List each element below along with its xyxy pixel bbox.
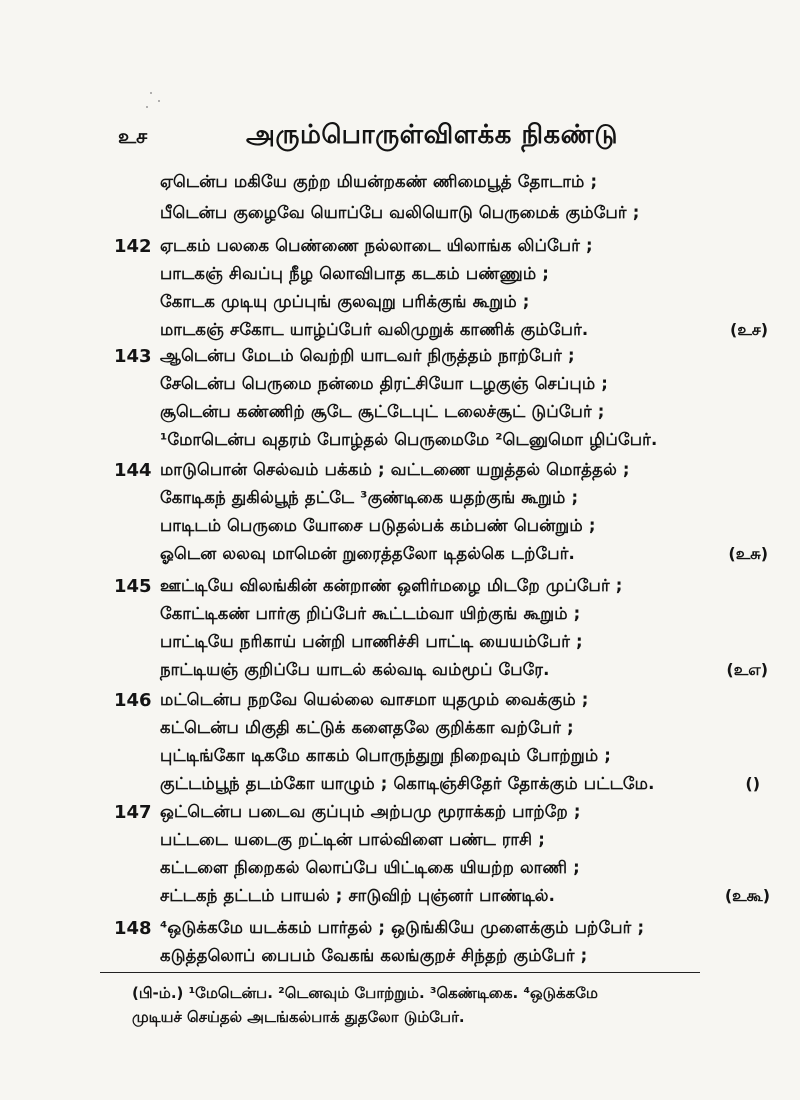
verse-line: பீடென்ப குழைவே யொப்பே வலியொடு பெருமைக் கும்பேர் ; [160, 203, 640, 222]
verse-number: 146 [114, 690, 152, 711]
verse-marker: (உஎ) [726, 660, 768, 679]
verse-line: மாடுபொன் செல்வம் பக்கம் ; வட்டணை யறுத்தல் மொத்தல் ; [160, 460, 630, 479]
paper-speck [158, 100, 160, 102]
page-number: உச [118, 124, 148, 148]
verse-number: 148 [114, 918, 152, 939]
verse-line: கோடக முடியு முப்புங் குலவுறு பரிக்குங் கூறும் ; [160, 292, 530, 311]
verse-marker: () [745, 774, 760, 793]
verse-marker: (உசு) [728, 544, 768, 563]
page-title: அரும்பொருள்விளக்க நிகண்டு [246, 120, 618, 150]
verse-line: ஊட்டியே விலங்கின் கன்றாண் ஒளிர்மழை மிடறே முப்பேர் ; [160, 576, 623, 595]
verse-line: கோட்டிகண் பார்கு றிப்பேர் கூட்டம்வா யிற்குங் கூறும் ; [160, 604, 581, 623]
verse-line: ஆடென்ப மேடம் வெற்றி யாடவர் நிருத்தம் நாற்பேர் ; [160, 346, 575, 365]
verse-line: ஏடென்ப மகியே குற்ற மியன்றகண் ணிமைபூத் தோடாம் ; [160, 172, 598, 191]
verse-line: ஏடகம் பலகை பெண்ணை நல்லாடை யிலாங்க லிப்பேர் ; [160, 236, 593, 255]
verse-line: மட்டென்ப நறவே யெல்லை வாசமா யுதமும் வைக்கும் ; [160, 690, 589, 709]
verse-line: பாடகஞ் சிவப்பு நீழ லொவிபாத கடகம் பண்ணும் ; [160, 264, 550, 283]
verse-line: ⁴ஒடுக்கமே யடக்கம் பார்தல் ; ஒடுங்கியே முளைக்கும் பற்பேர் ; [160, 918, 645, 937]
verse-line: கட்டென்ப மிகுதி கட்டுக் களைதலே குறிக்கா வற்பேர் ; [160, 718, 574, 737]
verse-line: ஓடென லலவு மாமென் றுரைத்தலோ டிதல்கெ டற்பேர். [160, 544, 576, 563]
verse-line: பட்டடை யடைகு றட்டின் பால்விளை பண்ட ராசி ; [160, 830, 546, 849]
verse-line: குட்டம்பூந் தடம்கோ யாழும் ; கொடிஞ்சிதேர் தோக்கும் பட்டமே. [160, 774, 655, 793]
verse-line: சேடென்ப பெருமை நன்மை திரட்சியோ டழகுஞ் செப்பும் ; [160, 374, 609, 393]
verse-number: 144 [114, 460, 152, 481]
verse-line: கோடிகந் துகில்பூந் தட்டே ³குண்டிகை யதற்குங் கூறும் ; [160, 488, 579, 507]
verse-number: 143 [114, 346, 152, 367]
verse-line: புட்டிங்கோ டிகமே காகம் பொருந்துறு நிறைவும் போற்றும் ; [160, 746, 612, 765]
verse-number: 142 [114, 236, 152, 257]
verse-line: ஒட்டென்ப படைவ குப்பும் அற்பமு மூராக்கற் பாற்றே ; [160, 802, 581, 821]
verse-number: 147 [114, 802, 152, 823]
footnote-divider [100, 972, 700, 973]
verse-marker: (உகூ) [724, 886, 770, 905]
verse-line: கட்டளை நிறைகல் லொப்பே யிட்டிகை யியற்ற லாணி ; [160, 858, 580, 877]
footnote-line: முடியச் செய்தல் அடங்கல்பாக் துதலோ டும்பேர். [132, 1008, 465, 1026]
verse-number: 145 [114, 576, 152, 597]
paper-speck [150, 92, 152, 94]
verse-line: ¹மோடென்ப வுதரம் போழ்தல் பெருமைமே ²டெனுமொ ழிப்பேர். [160, 430, 658, 449]
verse-line: பாட்டியே நரிகாய் பன்றி பாணிச்சி பாட்டி யையம்பேர் ; [160, 632, 583, 651]
verse-line: மாடகஞ் சகோட யாழ்ப்பேர் வலிமுறுக் காணிக் கும்பேர். [160, 320, 589, 339]
verse-marker: (உச) [730, 320, 768, 339]
page-header [118, 120, 708, 160]
verse-line: நாட்டியஞ் குறிப்பே யாடல் கல்வடி வம்மூப் பேரே. [160, 660, 550, 679]
verse-line: பாடிடம் பெருமை யோசை படுதல்பக் கம்பண் பென்றும் ; [160, 516, 596, 535]
verse-line: கடுத்தலொப் பைபம் வேகங் கலங்குறச் சிந்தற் கும்பேர் ; [160, 946, 588, 965]
verse-line: சூடென்ப கண்ணிற் சூடே சூட்டேபுட் டலைச்சூட் டுப்பேர் ; [160, 402, 605, 421]
footnote-line: (பி-ம்.) ¹மேடென்ப. ²டெனவும் போற்றும். ³கெண்டிகை. ⁴ஒடுக்கமே [132, 984, 598, 1002]
paper-speck [146, 106, 148, 108]
verse-line: சட்டகந் தட்டம் பாயல் ; சாடுவிற் புஞ்னர் பாண்டில். [160, 886, 556, 905]
